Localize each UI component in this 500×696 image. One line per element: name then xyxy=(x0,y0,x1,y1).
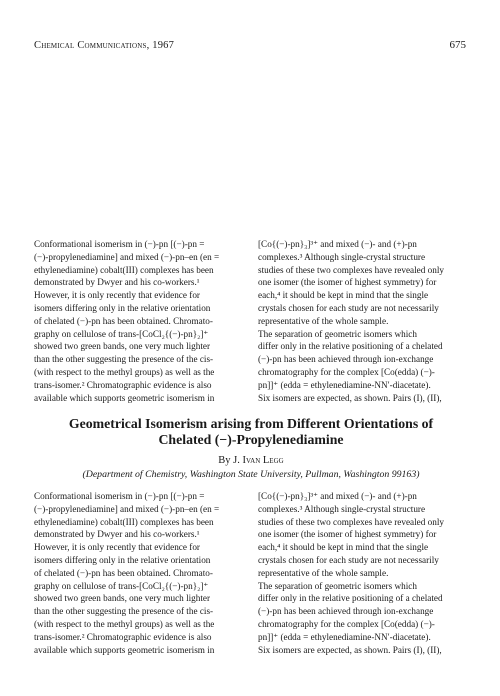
text-line: Conformational isomerism in (−)-pn [(−)-pn = xyxy=(34,491,205,501)
text-line: (−)-pn has been achieved through ion-exchange xyxy=(258,354,434,365)
text-line: demonstrated by Dwyer and his co-workers.¹ xyxy=(34,529,200,540)
page-number: 675 xyxy=(449,39,466,51)
text-line: demonstrated by Dwyer and his co-workers.¹ xyxy=(34,277,200,288)
text-line: each,⁴ it should be kept in mind that the single xyxy=(258,290,429,301)
running-head: Chemical Communications, 1967 xyxy=(34,40,175,51)
text-line: differ only in the relative positioning of a chelated xyxy=(258,341,443,352)
text-line: one isomer (the isomer of highest symmetry) for xyxy=(258,529,437,540)
text-line: (−)-propylenediamine] and mixed (−)-pn–en (en = xyxy=(34,251,220,262)
text-line: However, it is only recently that evidence for xyxy=(34,542,200,553)
text-line: available which supports geometric isomerism in xyxy=(34,644,215,655)
body-right-column xyxy=(258,490,468,656)
text-line: (with respect to the methyl groups) as well as the xyxy=(34,366,215,377)
text-line: graphy on cellulose of trans-[CoCl₂{(−)-pn}₂]⁺ xyxy=(34,328,209,339)
text-line: pn]]⁺ (edda = ethylenediamine-NN′-diacetate). xyxy=(258,631,431,642)
text-line: Six isomers are expected, as shown. Pairs (I), (II), xyxy=(258,392,442,403)
text-line: of chelated (−)-pn has been obtained. Chromato- xyxy=(34,315,213,326)
text-line: trans-isomer.² Chromatographic evidence is also xyxy=(34,379,212,390)
text-line: differ only in the relative positioning of a chelated xyxy=(258,593,443,604)
byline xyxy=(34,455,468,466)
text-line: The separation of geometric isomers which xyxy=(258,580,417,591)
text-line: (−)-pn has been achieved through ion-exchange xyxy=(258,606,434,617)
text-line: trans-isomer.² Chromatographic evidence is also xyxy=(34,631,212,642)
text-line: studies of these two complexes have revealed only xyxy=(258,516,444,527)
text-line: [Co{(−)-pn}₃]³⁺ and mixed (−)- and (+)-pn xyxy=(258,491,417,501)
text-line: studies of these two complexes have revealed only xyxy=(258,264,444,275)
text-line: of chelated (−)-pn has been obtained. Chromato- xyxy=(34,567,213,578)
text-line: crystals chosen for each study are not necessarily xyxy=(258,302,439,313)
text-line: showed two green bands, one very much lighter xyxy=(34,341,211,352)
author-name: J. Ivan Legg xyxy=(233,455,284,466)
text-line: complexes.³ Although single-crystal structure xyxy=(258,503,426,514)
text-line: (−)-propylenediamine] and mixed (−)-pn–en (en = xyxy=(34,503,220,514)
text-line: crystals chosen for each study are not necessarily xyxy=(258,554,439,565)
text-line: pn]]⁺ (edda = ethylenediamine-NN′-diacetate). xyxy=(258,379,431,390)
article-title-line-1: Geometrical Isomerism arising from Different Orientations of xyxy=(68,416,434,431)
text-line: graphy on cellulose of trans-[CoCl₂{(−)-pn}₂]⁺ xyxy=(34,580,209,591)
article-title xyxy=(34,416,468,448)
text-line: isomers differing only in the relative orientation xyxy=(34,302,211,313)
byline-prefix: By xyxy=(218,455,231,466)
text-line: representative of the whole sample. xyxy=(258,315,389,326)
text-line: showed two green bands, one very much lighter xyxy=(34,593,211,604)
body-left-column xyxy=(34,490,244,656)
text-line: ethylenediamine) cobalt(III) complexes has been xyxy=(34,516,214,527)
text-line: than the other suggesting the presence of the cis- xyxy=(34,354,214,365)
text-line: However, it is only recently that evidence for xyxy=(34,290,200,301)
text-line: chromatography for the complex [Co(edda) (−)- xyxy=(258,366,435,377)
text-line: available which supports geometric isomerism in xyxy=(34,392,215,403)
text-line: Six isomers are expected, as shown. Pairs (I), (II), xyxy=(258,644,442,655)
text-line: complexes.³ Although single-crystal structure xyxy=(258,251,426,262)
text-line: isomers differing only in the relative orientation xyxy=(34,554,211,565)
text-line: (with respect to the methyl groups) as well as the xyxy=(34,618,215,629)
text-line: one isomer (the isomer of highest symmetry) for xyxy=(258,277,437,288)
text-line: than the other suggesting the presence of the cis- xyxy=(34,606,214,617)
text-line: Conformational isomerism in (−)-pn [(−)-pn = xyxy=(34,239,205,249)
text-line: [Co{(−)-pn}₃]³⁺ and mixed (−)- and (+)-pn xyxy=(258,239,417,249)
top-right-column xyxy=(258,238,468,404)
text-line: representative of the whole sample. xyxy=(258,567,389,578)
author-affiliation: (Department of Chemistry, Washington State University, Pullman, Washington 99163) xyxy=(82,469,420,480)
text-line: each,⁴ it should be kept in mind that the single xyxy=(258,542,429,553)
top-left-column xyxy=(34,238,244,404)
text-line: The separation of geometric isomers which xyxy=(258,328,417,339)
text-line: chromatography for the complex [Co(edda) (−)- xyxy=(258,618,435,629)
article-title-line-2: Chelated (−)-Propylenediamine xyxy=(158,432,344,447)
text-line: ethylenediamine) cobalt(III) complexes has been xyxy=(34,264,214,275)
